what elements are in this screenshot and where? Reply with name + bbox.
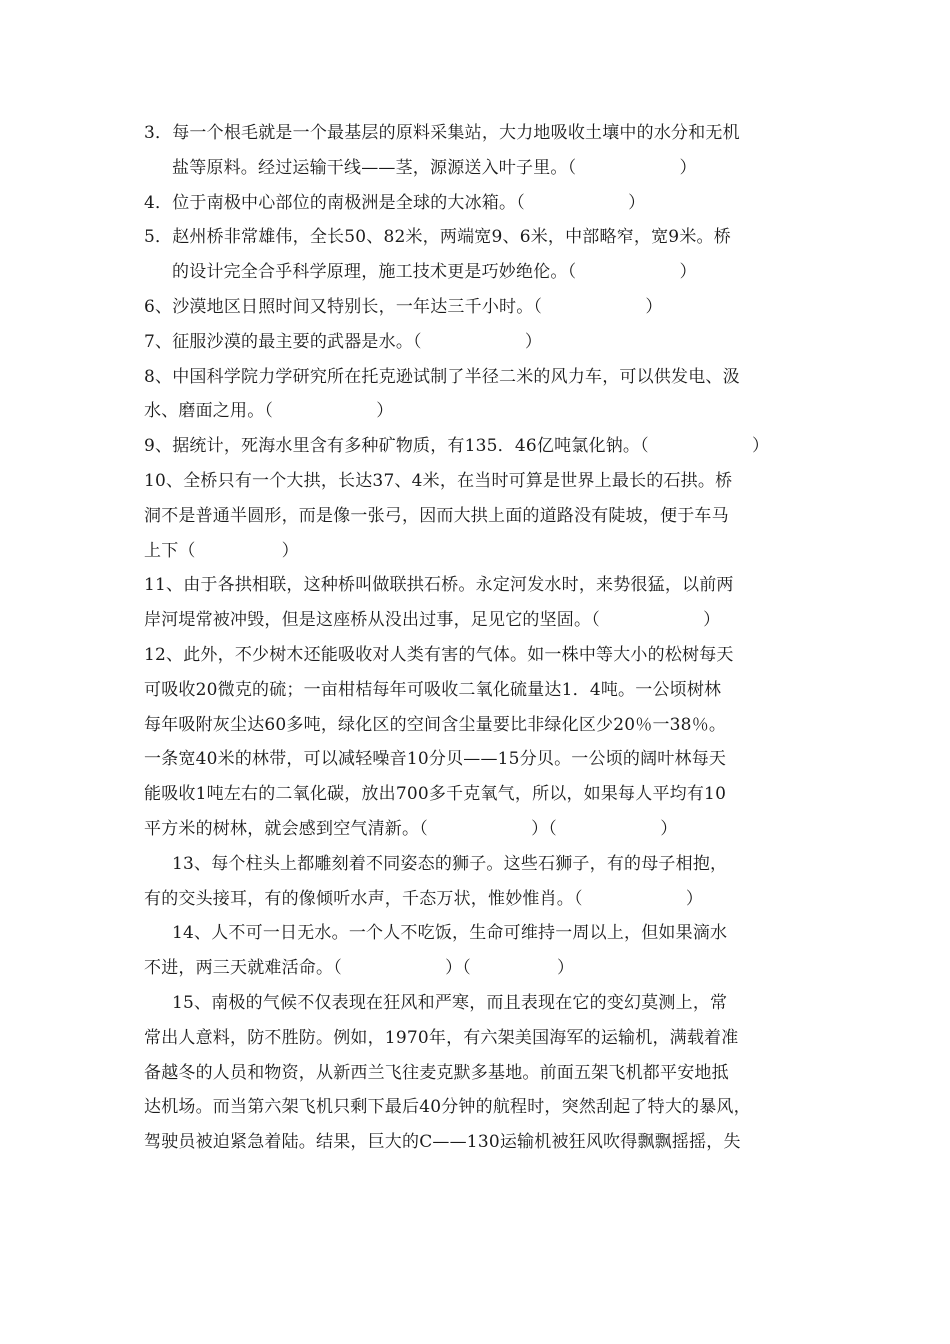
- text-line: 9、据统计，死海水里含有多种矿物质，有135．46亿吨氯化钠。（ ）: [144, 436, 770, 457]
- text-line: 10、全桥只有一个大拱，长达37、4米，在当时可算是世界上最长的石拱。桥: [144, 470, 733, 491]
- text-line: 盐等原料。经过运输干线——茎，源源送入叶子里。（ ）: [172, 157, 697, 178]
- text-line: 达机场。而当第六架飞机只剩下最后40分钟的航程时，突然刮起了特大的暴风，: [144, 1097, 751, 1118]
- text-line: 能吸收1吨左右的二氧化碳，放出700多千克氧气，所以，如果每人平均有10: [144, 784, 727, 805]
- text-line: 每年吸附灰尘达60多吨，绿化区的空间含尘量要比非绿化区少20％一38％。: [144, 714, 727, 735]
- document-body: [144, 116, 820, 1160]
- text-line: 13、每个柱头上都雕刻着不同姿态的狮子。这些石狮子，有的母子相抱，: [172, 853, 728, 874]
- text-line: 3．每一个根毛就是一个最基层的原料采集站，大力地吸收土壤中的水分和无机: [144, 123, 740, 143]
- text-line: 平方米的树林，就会感到空气清新。（ ）（ ）: [144, 818, 678, 839]
- text-line: 一条宽40米的林带，可以减轻噪音10分贝——15分贝。一公顷的阔叶林每天: [144, 749, 727, 770]
- text-line: 洞不是普通半圆形，而是像一张弓，因而大拱上面的道路没有陡坡，便于车马: [144, 505, 729, 526]
- text-line: 岸河堤常被冲毁，但是这座桥从没出过事，足见它的坚固。（ ）: [144, 610, 721, 631]
- text-line: 的设计完全合乎科学原理，施工技术更是巧妙绝伦。（ ）: [172, 262, 697, 283]
- text-line: 水、磨面之用。（ ）: [144, 401, 394, 422]
- text-line: 备越冬的人员和物资，从新西兰飞往麦克默多基地。前面五架飞机都平安地抵: [144, 1062, 729, 1083]
- text-line: 驾驶员被迫紧急着陆。结果，巨大的C——130运输机被狂风吹得飘飘摇摇，失: [144, 1132, 741, 1153]
- text-line: 15、南极的气候不仅表现在狂风和严寒，而且表现在它的变幻莫测上，常: [172, 992, 728, 1013]
- text-line: 4．位于南极中心部位的南极洲是全球的大冰箱。（ ）: [144, 192, 646, 213]
- text-line: 不进，两三天就难活命。（ ）（ ）: [144, 958, 575, 979]
- text-line: 14、人不可一日无水。一个人不吃饭，生命可维持一周以上，但如果滴水: [172, 923, 728, 944]
- text-line: 有的交头接耳，有的像倾听水声，千态万状，惟妙惟肖。（ ）: [144, 888, 704, 909]
- text-line: 上下（ ）: [144, 540, 299, 561]
- text-line: 7、征服沙漠的最主要的武器是水。（ ）: [144, 331, 543, 352]
- text-line: 8、中国科学院力学研究所在托克逊试制了半径二米的风力车，可以供发电、汲: [144, 366, 740, 387]
- text-line: 常出人意料，防不胜防。例如，1970年，有六架美国海军的运输机，满载着准: [144, 1027, 739, 1048]
- text-line: 5．赵州桥非常雄伟，全长50、82米，两端宽9、6米，中部略窄，宽9米。桥: [144, 227, 731, 248]
- text-line: 6、沙漠地区日照时间又特别长，一年达三千小时。（ ）: [144, 296, 663, 317]
- text-line: 12、此外，不少树木还能吸收对人类有害的气体。如一株中等大小的松树每天: [144, 644, 734, 665]
- text-line: 可吸收20微克的硫；一亩柑桔每年可吸收二氧化硫量达1．4吨。一公顷树林: [144, 679, 722, 700]
- text-line: 11、由于各拱相联，这种桥叫做联拱石桥。永定河发水时，来势很猛，以前两: [144, 575, 734, 596]
